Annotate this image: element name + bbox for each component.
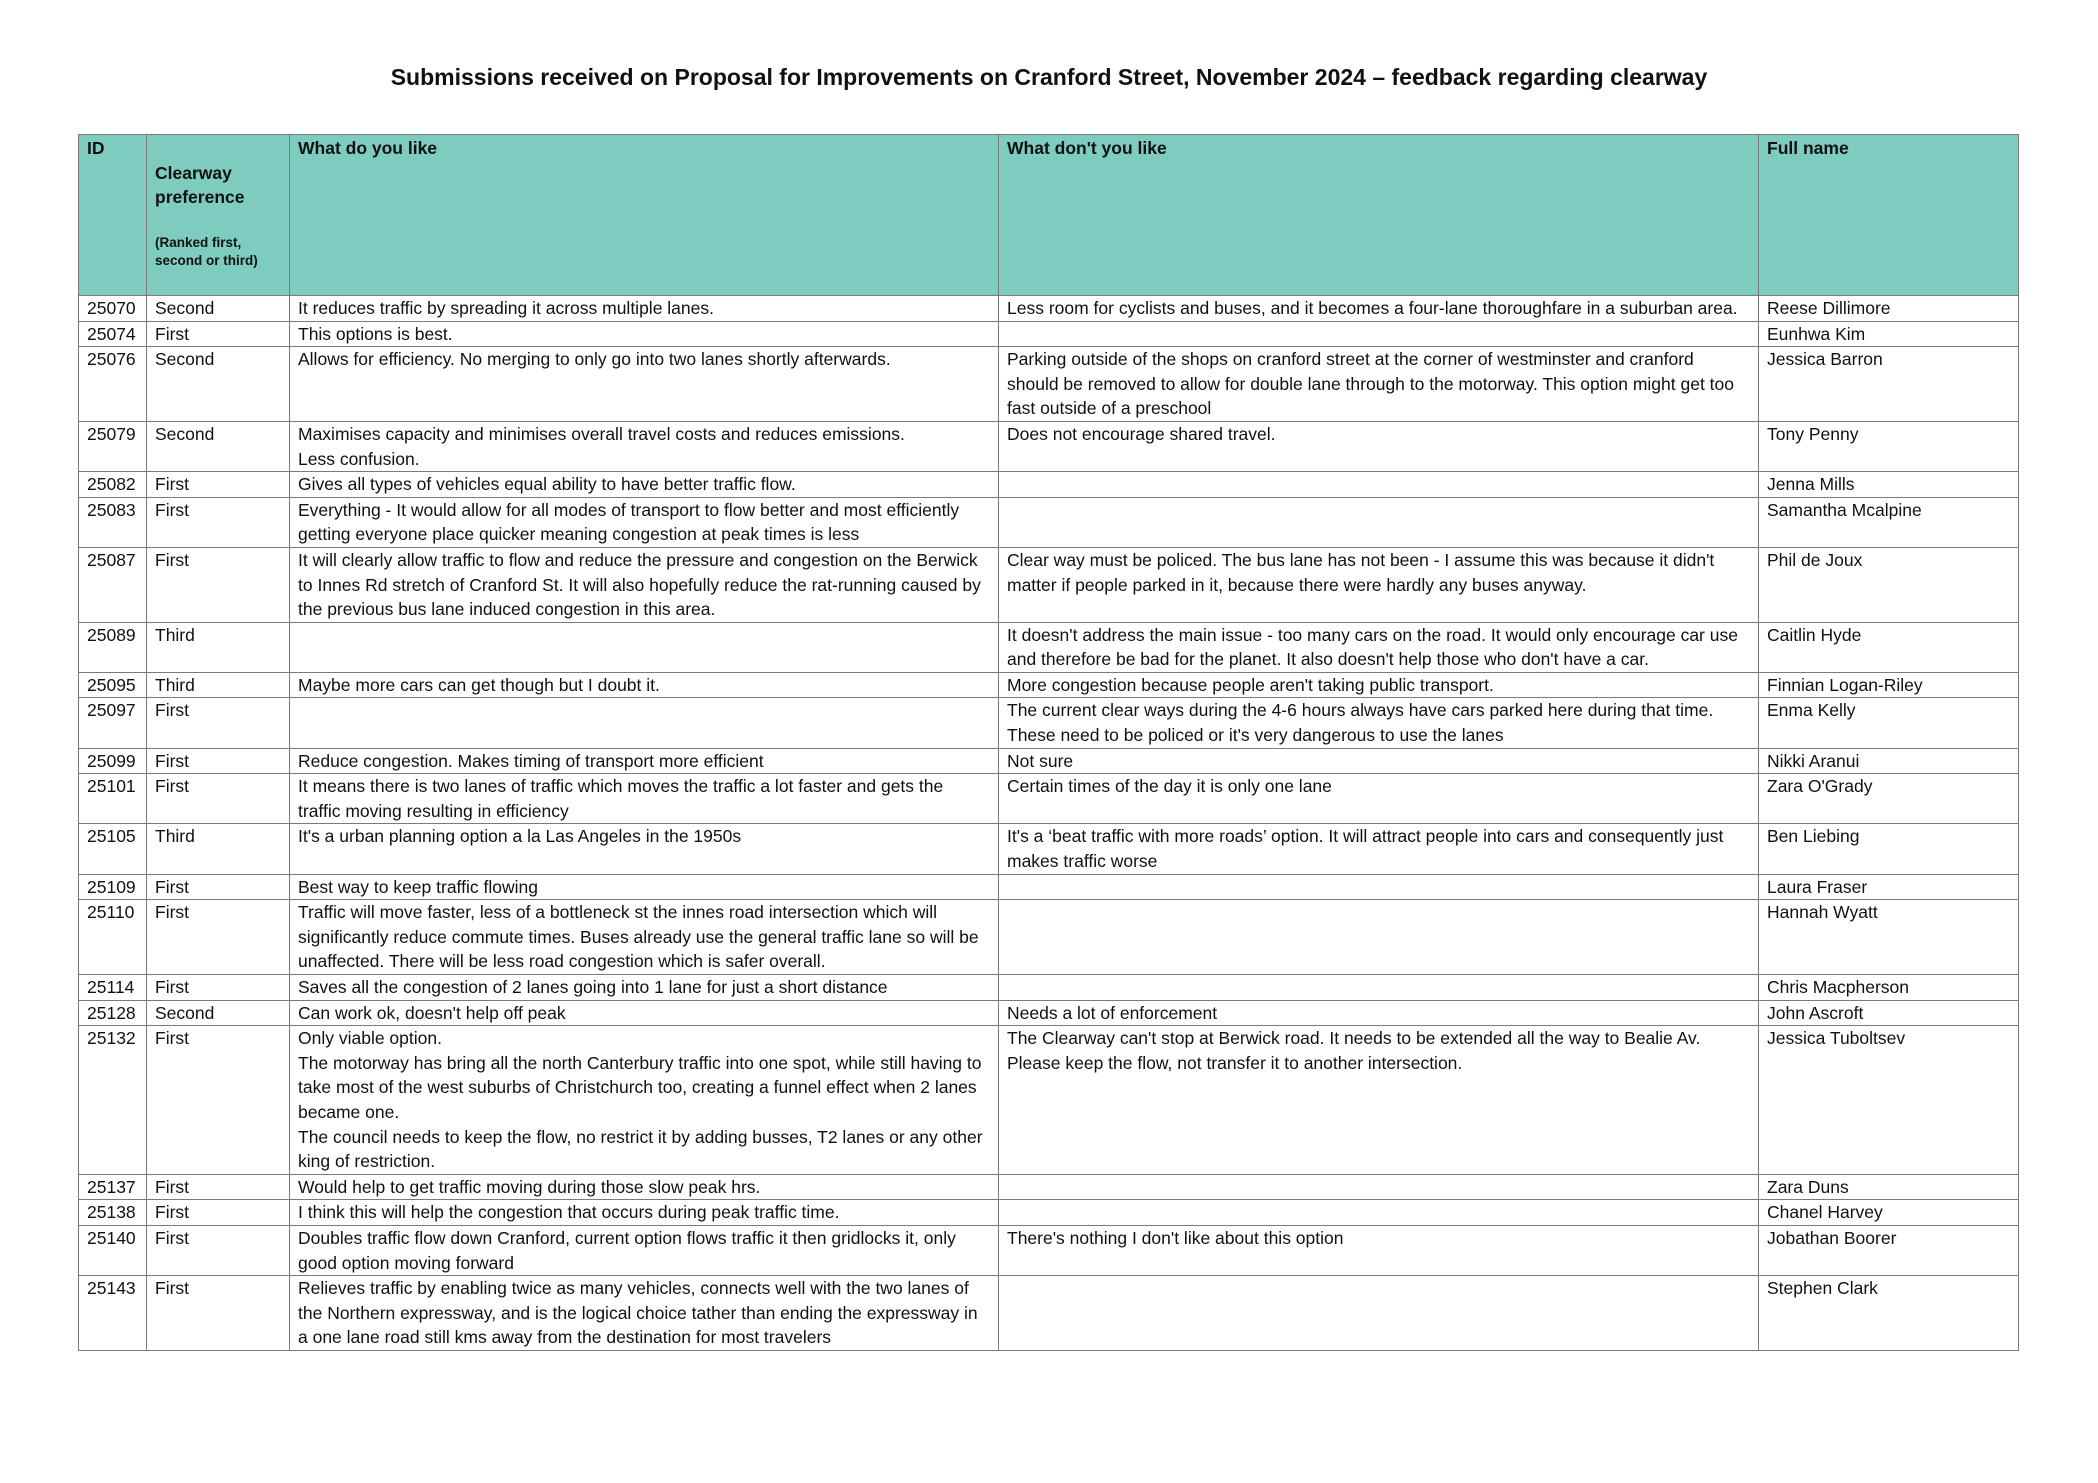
cell-id: 25076 — [79, 347, 147, 422]
cell-id: 25137 — [79, 1174, 147, 1200]
cell-full-name: John Ascroft — [1759, 1000, 2019, 1026]
header-preference-note: (Ranked first, second or third) — [155, 235, 258, 269]
cell-like: I think this will help the congestion that occurs during peak traffic time. — [290, 1200, 999, 1226]
cell-dislike: There's nothing I don't like about this option — [999, 1225, 1759, 1275]
cell-dislike — [999, 472, 1759, 498]
cell-preference: First — [147, 1276, 290, 1351]
table-row — [79, 672, 2019, 698]
cell-dislike: Parking outside of the shops on cranford street at the corner of westminster and cranford should be removed to allow for double lane through to the motorway. This option might get too fast outside of a preschool — [999, 347, 1759, 422]
cell-preference: First — [147, 497, 290, 547]
cell-dislike — [999, 900, 1759, 975]
cell-preference: Third — [147, 824, 290, 874]
table-row — [79, 824, 2019, 874]
cell-preference: Third — [147, 672, 290, 698]
cell-preference: Second — [147, 295, 290, 321]
cell-id: 25083 — [79, 497, 147, 547]
cell-like: Maybe more cars can get though but I doubt it. — [290, 672, 999, 698]
cell-dislike: Less room for cyclists and buses, and it becomes a four-lane thoroughfare in a suburban area. — [999, 295, 1759, 321]
cell-id: 25140 — [79, 1225, 147, 1275]
cell-dislike: Certain times of the day it is only one lane — [999, 774, 1759, 824]
cell-like — [290, 698, 999, 748]
table-row — [79, 1200, 2019, 1226]
header-preference-label: Clearway preference — [155, 162, 245, 208]
cell-dislike: More congestion because people aren't taking public transport. — [999, 672, 1759, 698]
cell-full-name: Jobathan Boorer — [1759, 1225, 2019, 1275]
cell-id: 25138 — [79, 1200, 147, 1226]
table-row — [79, 1225, 2019, 1275]
cell-like: Doubles traffic flow down Cranford, current option flows traffic it then gridlocks it, only good option moving forward — [290, 1225, 999, 1275]
cell-id: 25101 — [79, 774, 147, 824]
cell-dislike — [999, 497, 1759, 547]
cell-full-name: Tony Penny — [1759, 421, 2019, 471]
cell-full-name: Chanel Harvey — [1759, 1200, 2019, 1226]
cell-like: It means there is two lanes of traffic which moves the traffic a lot faster and gets the traffic moving resulting in efficiency — [290, 774, 999, 824]
page-title: Submissions received on Proposal for Improvements on Cranford Street, November 2024 – feedback regarding clearway — [390, 64, 1708, 90]
cell-id: 25087 — [79, 547, 147, 622]
cell-preference: Second — [147, 347, 290, 422]
cell-dislike: It's a ‘beat traffic with more roads’ option. It will attract people into cars and consequently just makes traffic worse — [999, 824, 1759, 874]
header-id: ID — [79, 135, 147, 296]
table-row — [79, 698, 2019, 748]
cell-like: Allows for efficiency. No merging to only go into two lanes shortly afterwards. — [290, 347, 999, 422]
cell-full-name: Jessica Barron — [1759, 347, 2019, 422]
cell-id: 25095 — [79, 672, 147, 698]
cell-full-name: Chris Macpherson — [1759, 975, 2019, 1001]
cell-like: It reduces traffic by spreading it across multiple lanes. — [290, 295, 999, 321]
cell-preference: First — [147, 748, 290, 774]
cell-like: Reduce congestion. Makes timing of transport more efficient — [290, 748, 999, 774]
cell-id: 25105 — [79, 824, 147, 874]
cell-full-name: Stephen Clark — [1759, 1276, 2019, 1351]
cell-full-name: Ben Liebing — [1759, 824, 2019, 874]
cell-like: It will clearly allow traffic to flow and reduce the pressure and congestion on the Berwick to Innes Rd stretch of Cranford St. It will also hopefully reduce the rat-running caused by the previous bus lane induced congestion in this area. — [290, 547, 999, 622]
cell-preference: First — [147, 900, 290, 975]
cell-full-name: Jessica Tuboltsev — [1759, 1026, 2019, 1175]
table-row — [79, 497, 2019, 547]
cell-like: Everything - It would allow for all modes of transport to flow better and most efficiently getting everyone place quicker meaning congestion at peak times is less — [290, 497, 999, 547]
cell-id: 25074 — [79, 321, 147, 347]
cell-full-name: Zara Duns — [1759, 1174, 2019, 1200]
cell-like: Gives all types of vehicles equal ability to have better traffic flow. — [290, 472, 999, 498]
table-row — [79, 1026, 2019, 1175]
cell-preference: First — [147, 1174, 290, 1200]
cell-full-name: Finnian Logan-Riley — [1759, 672, 2019, 698]
cell-preference: First — [147, 874, 290, 900]
cell-dislike: The current clear ways during the 4-6 hours always have cars parked here during that time. These need to be policed or it's very dangerous to use the lanes — [999, 698, 1759, 748]
cell-dislike: The Clearway can't stop at Berwick road. It needs to be extended all the way to Bealie Av. Please keep the flow, not transfer it to another intersection. — [999, 1026, 1759, 1175]
table-row — [79, 975, 2019, 1001]
cell-full-name: Eunhwa Kim — [1759, 321, 2019, 347]
cell-preference: First — [147, 975, 290, 1001]
submissions-table — [78, 134, 2019, 1351]
cell-like: Maximises capacity and minimises overall travel costs and reduces emissions. Less confusion. — [290, 421, 999, 471]
table-row — [79, 321, 2019, 347]
cell-dislike: It doesn't address the main issue - too many cars on the road. It would only encourage car use and therefore be bad for the planet. It also doesn't help those who don't have a car. — [999, 622, 1759, 672]
cell-id: 25099 — [79, 748, 147, 774]
header-preference — [147, 135, 290, 296]
table-row — [79, 900, 2019, 975]
table-row — [79, 1000, 2019, 1026]
cell-full-name: Hannah Wyatt — [1759, 900, 2019, 975]
cell-preference: First — [147, 1026, 290, 1175]
cell-dislike — [999, 1200, 1759, 1226]
cell-like: This options is best. — [290, 321, 999, 347]
cell-full-name: Jenna Mills — [1759, 472, 2019, 498]
cell-like: It's a urban planning option a la Las Angeles in the 1950s — [290, 824, 999, 874]
cell-id: 25097 — [79, 698, 147, 748]
header-name: Full name — [1759, 135, 2019, 296]
table-row — [79, 421, 2019, 471]
cell-dislike: Does not encourage shared travel. — [999, 421, 1759, 471]
cell-dislike — [999, 1276, 1759, 1351]
cell-like: Best way to keep traffic flowing — [290, 874, 999, 900]
cell-full-name: Zara O'Grady — [1759, 774, 2019, 824]
cell-preference: First — [147, 547, 290, 622]
cell-id: 25089 — [79, 622, 147, 672]
cell-like: Traffic will move faster, less of a bottleneck st the innes road intersection which will significantly reduce commute times. Buses already use the general traffic lane so will be unaffected. There will be less road congestion which is safer overall. — [290, 900, 999, 975]
cell-full-name: Laura Fraser — [1759, 874, 2019, 900]
table-row — [79, 748, 2019, 774]
cell-id: 25082 — [79, 472, 147, 498]
cell-preference: Second — [147, 1000, 290, 1026]
table-body — [79, 295, 2019, 1350]
table-row — [79, 295, 2019, 321]
cell-preference: Third — [147, 622, 290, 672]
cell-id: 25132 — [79, 1026, 147, 1175]
header-like: What do you like — [290, 135, 999, 296]
cell-id: 25114 — [79, 975, 147, 1001]
table-row — [79, 472, 2019, 498]
cell-dislike — [999, 874, 1759, 900]
cell-like: Would help to get traffic moving during those slow peak hrs. — [290, 1174, 999, 1200]
cell-dislike: Not sure — [999, 748, 1759, 774]
cell-preference: Second — [147, 421, 290, 471]
table-row — [79, 547, 2019, 622]
cell-full-name: Samantha Mcalpine — [1759, 497, 2019, 547]
cell-dislike — [999, 1174, 1759, 1200]
table-row — [79, 622, 2019, 672]
cell-like: Relieves traffic by enabling twice as many vehicles, connects well with the two lanes of the Northern expressway, and is the logical choice tather than ending the expressway in a one lane road still kms away from the destination for most travelers — [290, 1276, 999, 1351]
cell-full-name: Reese Dillimore — [1759, 295, 2019, 321]
cell-dislike: Clear way must be policed. The bus lane has not been - I assume this was because it didn't matter if people parked in it, because there were hardly any buses anyway. — [999, 547, 1759, 622]
cell-dislike — [999, 321, 1759, 347]
cell-full-name: Nikki Aranui — [1759, 748, 2019, 774]
cell-preference: First — [147, 698, 290, 748]
cell-full-name: Phil de Joux — [1759, 547, 2019, 622]
cell-like: Can work ok, doesn't help off peak — [290, 1000, 999, 1026]
cell-id: 25109 — [79, 874, 147, 900]
cell-preference: First — [147, 321, 290, 347]
cell-preference: First — [147, 774, 290, 824]
table-row — [79, 874, 2019, 900]
cell-like: Only viable option. The motorway has bring all the north Canterbury traffic into one spot, while still having to take most of the west suburbs of Christchurch too, creating a funnel effect when 2 lanes became one. The council needs to keep the flow, no restrict it by adding busses, T2 lanes or any other king of restriction. — [290, 1026, 999, 1175]
cell-id: 25128 — [79, 1000, 147, 1026]
cell-dislike — [999, 975, 1759, 1001]
cell-id: 25110 — [79, 900, 147, 975]
table-row — [79, 1276, 2019, 1351]
table-row — [79, 1174, 2019, 1200]
cell-id: 25070 — [79, 295, 147, 321]
cell-like: Saves all the congestion of 2 lanes going into 1 lane for just a short distance — [290, 975, 999, 1001]
table-row — [79, 347, 2019, 422]
cell-like — [290, 622, 999, 672]
cell-dislike: Needs a lot of enforcement — [999, 1000, 1759, 1026]
header-dislike: What don't you like — [999, 135, 1759, 296]
cell-preference: First — [147, 472, 290, 498]
table-header — [79, 135, 2019, 296]
header-row — [79, 135, 2019, 296]
cell-id: 25079 — [79, 421, 147, 471]
cell-preference: First — [147, 1225, 290, 1275]
table-row — [79, 774, 2019, 824]
cell-preference: First — [147, 1200, 290, 1226]
cell-id: 25143 — [79, 1276, 147, 1351]
cell-full-name: Caitlin Hyde — [1759, 622, 2019, 672]
cell-full-name: Enma Kelly — [1759, 698, 2019, 748]
